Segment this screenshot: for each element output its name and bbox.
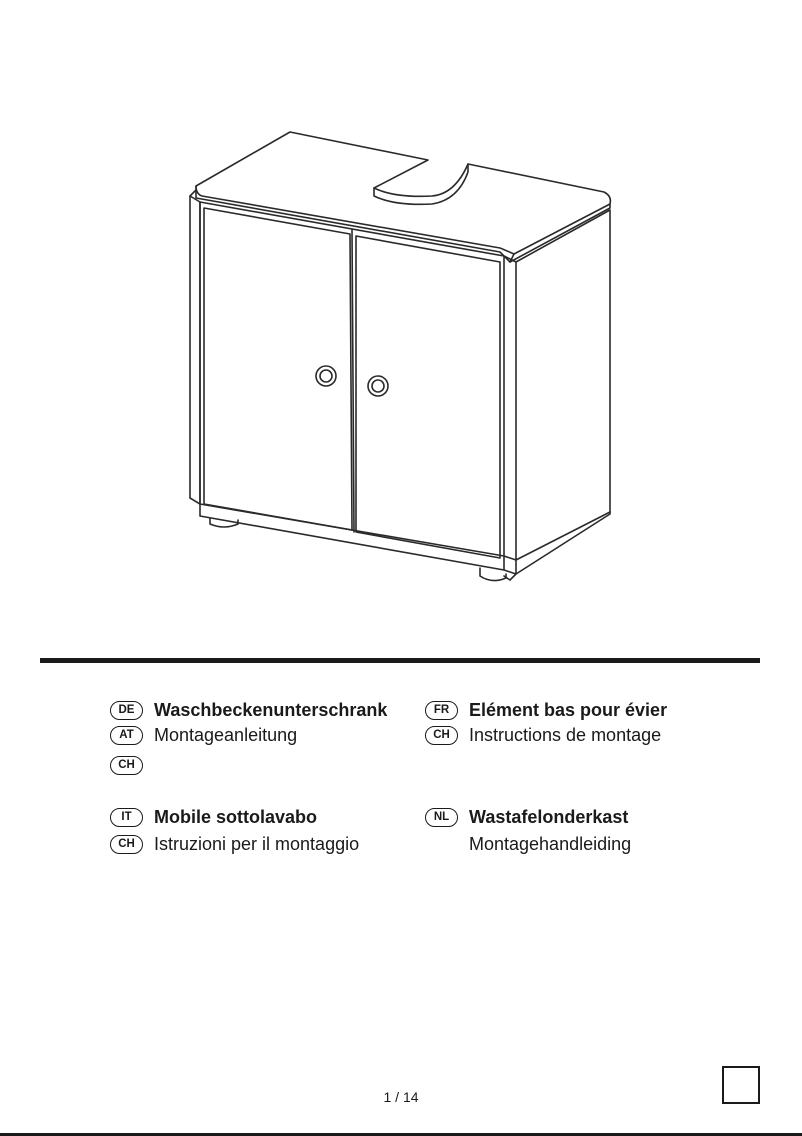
language-badge-at: AT — [110, 726, 143, 745]
subtitle-de: Montageanleitung — [154, 725, 298, 745]
language-badge-it: IT — [110, 808, 143, 827]
language-badge-nl: NL — [425, 808, 458, 827]
subtitle-fr: Instructions de montage — [469, 725, 662, 745]
subtitle-nl: Montagehandleiding — [469, 834, 632, 854]
cabinet-top-panel — [196, 132, 610, 254]
section-de — [110, 698, 410, 778]
language-badge-ch-it: CH — [110, 835, 143, 854]
title-de: Waschbeckenunterschrank — [154, 700, 388, 720]
horizontal-rule — [40, 658, 760, 663]
language-badge-ch: CH — [110, 756, 143, 775]
cabinet-left-side — [190, 196, 200, 504]
door-knob-left — [316, 366, 336, 386]
section-it — [110, 805, 410, 861]
section-fr — [425, 698, 725, 754]
section-nl — [425, 805, 725, 861]
page-number: 1 / 14 — [383, 1089, 419, 1105]
corner-box — [722, 1066, 760, 1104]
title-it: Mobile sottolavabo — [154, 807, 318, 827]
subtitle-it: Istruzioni per il montaggio — [154, 834, 360, 854]
language-badge-fr: FR — [425, 701, 458, 720]
title-nl: Wastafelonderkast — [469, 807, 629, 827]
title-fr: Elément bas pour évier — [469, 700, 668, 720]
language-badge-ch-fr: CH — [425, 726, 458, 745]
language-badge-de: DE — [110, 701, 143, 720]
door-knob-right — [368, 376, 388, 396]
